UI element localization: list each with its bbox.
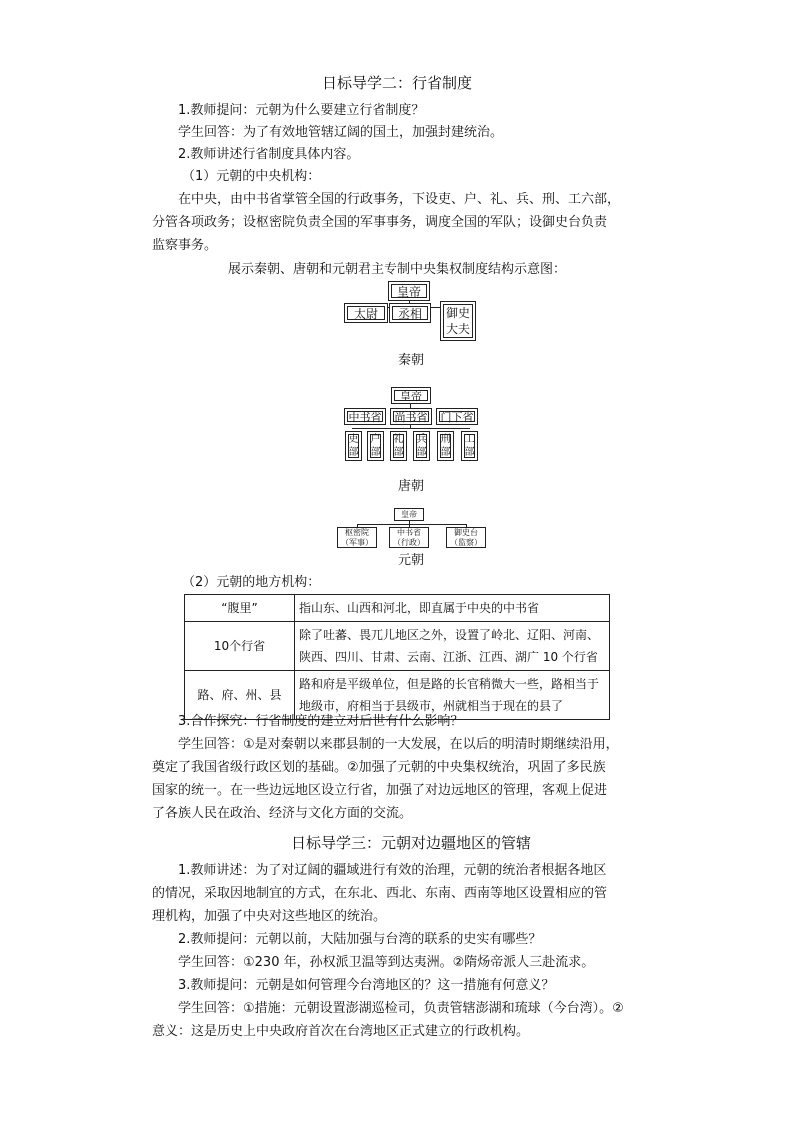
paragraph-line: 了各族人民在政治、经济与文化方面的交流。 — [152, 806, 413, 821]
table-cell: 路和府是平级单位，但是路的长官稍微大一些，路相当于 地级市，府相当于县级市，州就相当于现在的县了 — [295, 671, 610, 720]
org-node-shumiyuan: 枢密院 （军事） — [337, 527, 377, 548]
teacher-question: 2.教师提问：元朝以前，大陆加强与台湾的联系的史实有哪些？ — [178, 932, 542, 947]
table-cell: 除了吐蕃、畏兀儿地区之外，设置了岭北、辽阳、河南、 陕西、四川、甘肃、云南、江浙、江西、湖广 10 个行省 — [295, 622, 610, 671]
paragraph-line: 1.教师讲述：为了对辽阔的疆域进行有效的治理，元朝的统治者根据各地区 — [178, 863, 607, 878]
teacher-statement: 2.教师讲述行省制度具体内容。 — [178, 147, 360, 162]
org-node-bu: 刑 部 — [437, 431, 454, 461]
org-node-bu: 工 部 — [461, 431, 478, 461]
student-answer: 学生回答：①230 年，孙权派卫温等到达夷洲。②隋炀帝派人三赴流求。 — [178, 955, 595, 970]
paragraph-line: 学生回答：①措施：元朝设置澎湖巡检司，负责管辖澎湖和琉球（今台湾）。② — [178, 1001, 624, 1016]
paragraph-line: 在中央，由中书省掌管全国的行政事务，下设吏、户、礼、兵、刑、工六部， — [178, 192, 621, 207]
paragraph-line: 理机构，加强了中央对这些地区的统治。 — [152, 909, 387, 924]
table-row — [185, 622, 610, 671]
paragraph-line: 学生回答：①是对秦朝以来郡县制的一大发展，在以后的明清时期继续沿用， — [178, 737, 619, 752]
connector — [357, 524, 467, 525]
section-title: 日标导学二：行省制度 — [321, 74, 472, 92]
table-cell: 指山东、山西和河北，即直属于中央的中书省 — [295, 595, 610, 622]
org-node-emperor: 皇帝 — [394, 508, 424, 521]
paragraph-line: 国家的统一。在一些边远地区设立行省，加强了对边远地区的管理，客观上促进 — [152, 783, 608, 798]
paragraph-line: 监察事务。 — [152, 238, 218, 253]
org-node-bu: 兵 部 — [413, 431, 430, 461]
org-node-taiwei: 太尉 — [344, 303, 388, 323]
org-node-emperor: 皇帝 — [391, 387, 431, 404]
table-row — [185, 671, 610, 720]
subheading: （2）元朝的地方机构： — [182, 575, 321, 590]
student-answer: 学生回答：为了有效地管辖辽阔的国土，加强封建统治。 — [178, 125, 504, 140]
node-text: 大夫 — [445, 322, 470, 336]
org-node-bu: 户 部 — [367, 431, 384, 461]
org-node-bu: 吏 部 — [345, 431, 362, 461]
paragraph-line: 分管各项政务；设枢密院负责全国的军事事务，调度全国的军队；设御史台负责 — [152, 215, 608, 230]
cooperative-inquiry: 3.合作探究：行省制度的建立对后世有什么影响？ — [178, 714, 464, 729]
org-node-menxia: 门下省 — [436, 408, 478, 425]
paragraph-line: 奠定了我国省级行政区划的基础。②加强了元朝的中央集权统治，巩固了多民族 — [152, 760, 606, 775]
diagram-intro: 展示秦朝、唐朝和元朝君主专制中央集权制度结构示意图： — [227, 262, 566, 277]
table-cell: 路、府、州、县 — [185, 671, 295, 720]
org-node-yushidafu — [440, 301, 476, 341]
teacher-question: 3.教师提问：元朝是如何管理今台湾地区的？这一措施有何意义？ — [178, 978, 555, 993]
subheading: （1）元朝的中央机构： — [182, 169, 321, 184]
paragraph-line: 的情况，采取因地制宜的方式，在东北、西北、东南、西南等地区设置相应的管 — [152, 886, 608, 901]
org-node-bu: 礼 部 — [390, 431, 407, 461]
paragraph-line: 意义：这是历史上中央政府首次在台湾地区正式建立的行政机构。 — [152, 1024, 530, 1039]
table-cell: 10个行省 — [185, 622, 295, 671]
org-node-chengxiang: 丞相 — [389, 303, 431, 323]
diagram-caption: 唐朝 — [397, 479, 424, 494]
diagram-caption: 秦朝 — [397, 353, 424, 368]
connector — [352, 428, 470, 429]
org-node-emperor: 皇帝 — [388, 281, 430, 301]
local-institutions-table — [184, 594, 610, 720]
table-cell: “腹里” — [185, 595, 295, 622]
section-title: 日标导学三：元朝对边疆地区的管辖 — [290, 834, 531, 852]
org-node-zhongshu: 中书省 — [344, 408, 386, 425]
table-row — [185, 595, 610, 622]
org-node-yushitai: 御史台 （监察） — [446, 527, 486, 548]
teacher-question: 1.教师提问：元朝为什么要建立行省制度？ — [178, 103, 425, 118]
org-node-zhongshusheng: 中书省 （行政） — [389, 527, 429, 548]
node-text: 御史 — [445, 306, 470, 320]
diagram-caption: 元朝 — [397, 553, 424, 568]
org-node-shangshu: 尚书省 — [390, 408, 432, 425]
